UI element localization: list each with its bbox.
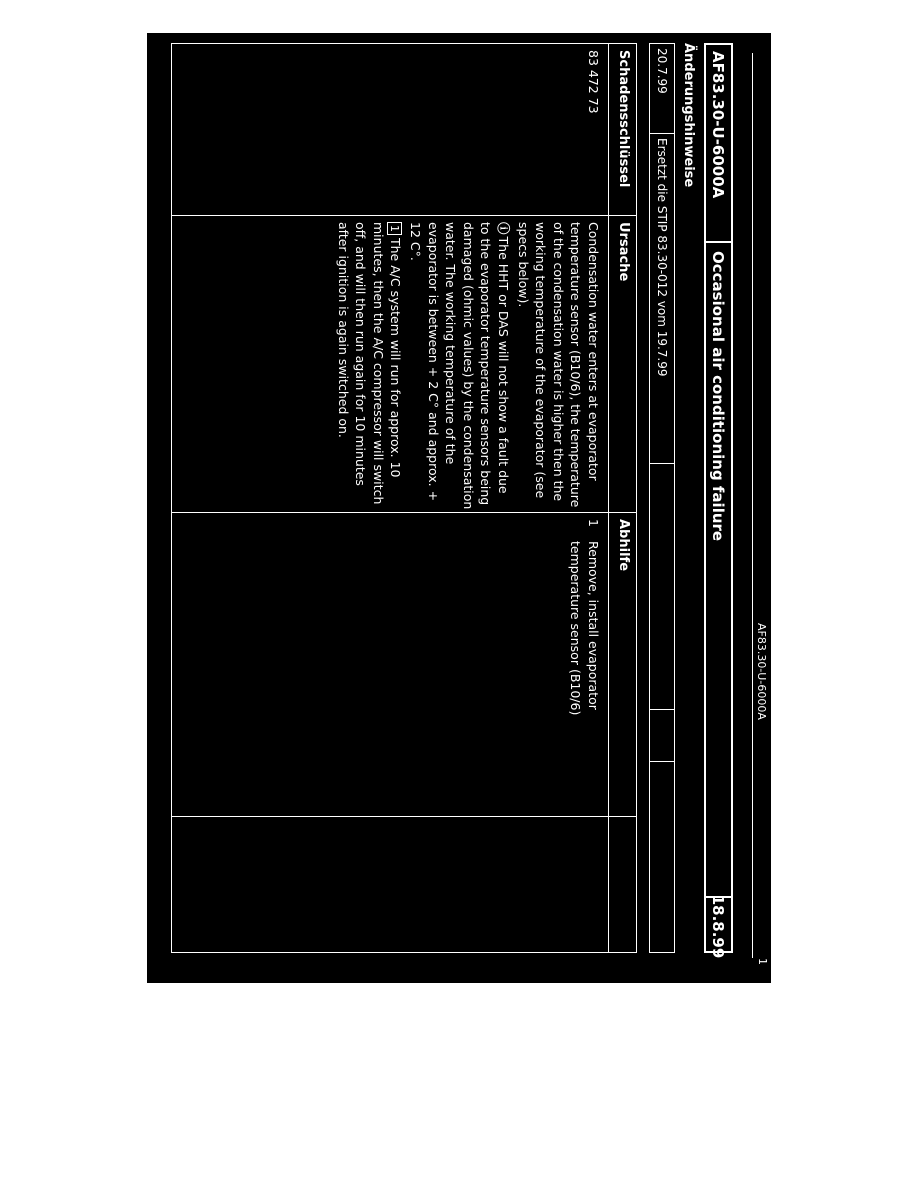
column-empty (172, 817, 636, 954)
doc-title: Occasional air conditioning failure (706, 243, 731, 898)
running-header: AF83.30-U-6000A (755, 623, 768, 720)
document-header (704, 43, 733, 959)
cause-info-paragraph (406, 222, 512, 510)
header-rule (752, 53, 753, 958)
column-remedy (172, 513, 636, 817)
note-number-box: 1 (387, 222, 402, 235)
change-text: Ersetzt die STIP 83.30-012 vom 19.7.99 (650, 134, 674, 464)
scanned-page (147, 33, 771, 983)
remedy-number: 1 (586, 519, 601, 527)
cause-note-paragraph (334, 222, 404, 510)
header-cause: Ursache (616, 222, 631, 282)
info-icon: ⓘ (496, 222, 512, 235)
changes-table (649, 43, 675, 953)
header-key: Schadensschlüssel (616, 50, 631, 188)
change-date: 20.7.99 (650, 44, 674, 134)
page-number: 1 (756, 958, 769, 965)
changes-heading: Änderungshinweise (681, 43, 696, 188)
change-empty-cell (650, 710, 674, 762)
remedy-text: Remove, install evaporator temperature sensor (B10/6) (568, 541, 601, 716)
damage-key: 83 472 73 (586, 50, 601, 114)
change-empty-cell (650, 762, 674, 954)
header-remedy: Abhilfe (616, 519, 631, 572)
column-cause (172, 216, 636, 513)
cause-note-text: The A/C system will run for approx. 10 minutes, then the A/C compressor will switch off, and will then run again for 10 minutes after ignition is again switched on. (335, 222, 404, 505)
fault-table (171, 43, 637, 953)
column-key (172, 44, 636, 216)
cause-paragraph: Condensation water enters at evaporator temperature sensor (B10/6), the temperature of the condensation water is higher then the working temperature of the evaporator (see specs below). (515, 222, 601, 508)
cause-text (332, 222, 602, 510)
rotated-content (147, 33, 771, 983)
doc-id: AF83.30-U-6000A (706, 45, 731, 243)
doc-date: 18.8.99 (709, 894, 728, 959)
cause-info-text: The HHT or DAS will not show a fault due to the evaporator temperature sensors being damaged (ohmic values) by the condensation water. The working temperature of the evaporator is between + 2 C° and approx. + 12 C°. (408, 222, 512, 510)
change-empty-cell (650, 464, 674, 710)
